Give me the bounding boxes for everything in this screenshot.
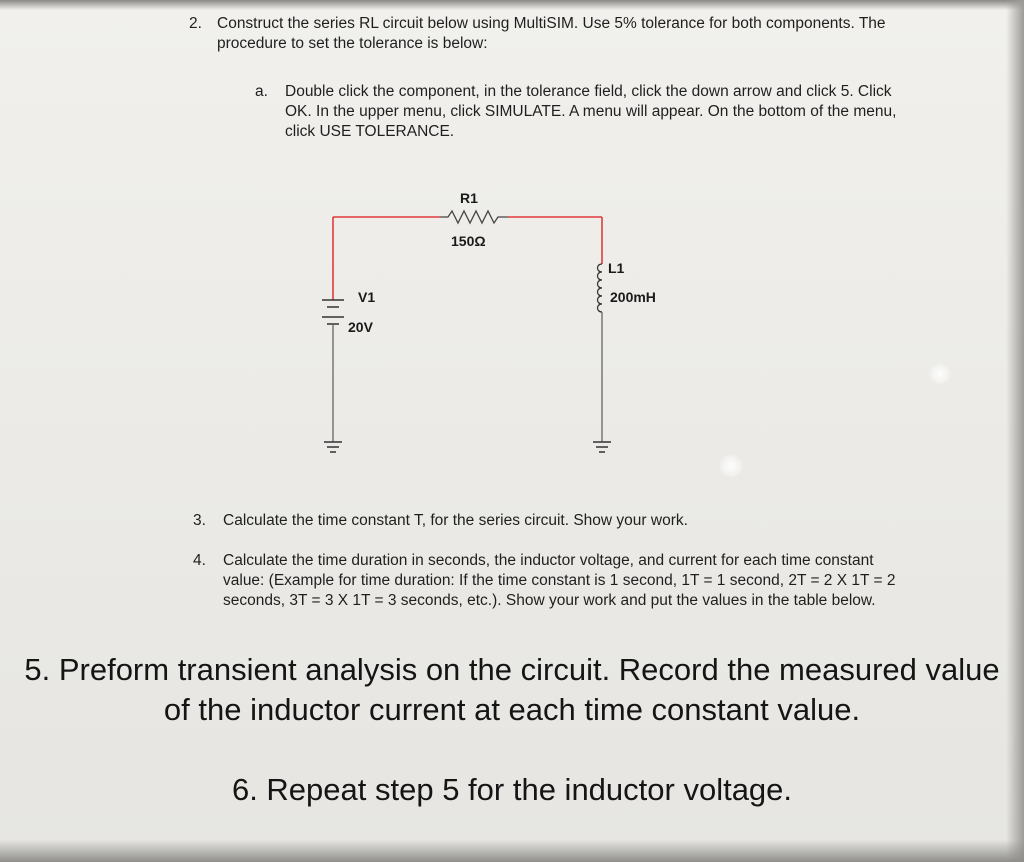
light-glare [928,364,952,384]
item-text: Double click the component, in the tolerance field, click the down arrow and click 5. Click OK. In the upper menu, click SIMULATE. A menu will appear. On the bottom of the menu, click USE TOLERANCE. [285,83,897,140]
item-number: 2. [189,15,202,32]
light-glare [718,455,744,477]
source-name-label: V1 [358,289,376,305]
resistor-name-label: R1 [460,190,478,206]
item-text: Calculate the time duration in seconds, the inductor voltage, and current for each time constant value: (Example for time duration: If the time constant is 1 second, 1T = 1 second, 2T = 2 X 1T = 2 seconds, 3T = 3 X 1T = 3 seconds, etc.). Show your work and put the values in the table below. [223,552,896,609]
rl-circuit-diagram [280,180,700,470]
source-symbol [322,300,344,324]
source-value-label: 20V [348,319,373,335]
page-shadow-bottom [0,840,1024,862]
item-text: Construct the series RL circuit below using MultiSIM. Use 5% tolerance for both components. The procedure to set the tolerance is below: [217,15,886,52]
item-number: 4. [193,552,206,569]
instruction-item-6: 6. Repeat step 5 for the inductor voltage. [231,772,793,807]
instruction-item-3 [193,511,953,531]
inductor-symbol [598,264,603,312]
resistor-symbol [440,211,508,223]
instruction-item-2 [189,14,889,54]
item-number: a. [255,83,268,100]
ground-symbol-left [324,442,342,452]
page-shadow-right [1006,0,1024,862]
inductor-value-label: 200mH [610,289,656,305]
resistor-value-label: 150Ω [451,233,486,249]
instruction-item-4 [193,551,913,611]
instruction-item-5: 5. Preform transient analysis on the circuit. Record the measured value of the inductor current at each time constant value. [24,652,1000,727]
page-shadow-top [0,0,1024,10]
instruction-item-2a [255,82,905,142]
item-number: 3. [193,512,206,529]
ground-symbol-right [593,442,611,452]
item-text: Calculate the time constant T, for the series circuit. Show your work. [223,512,688,529]
inductor-name-label: L1 [608,260,625,276]
